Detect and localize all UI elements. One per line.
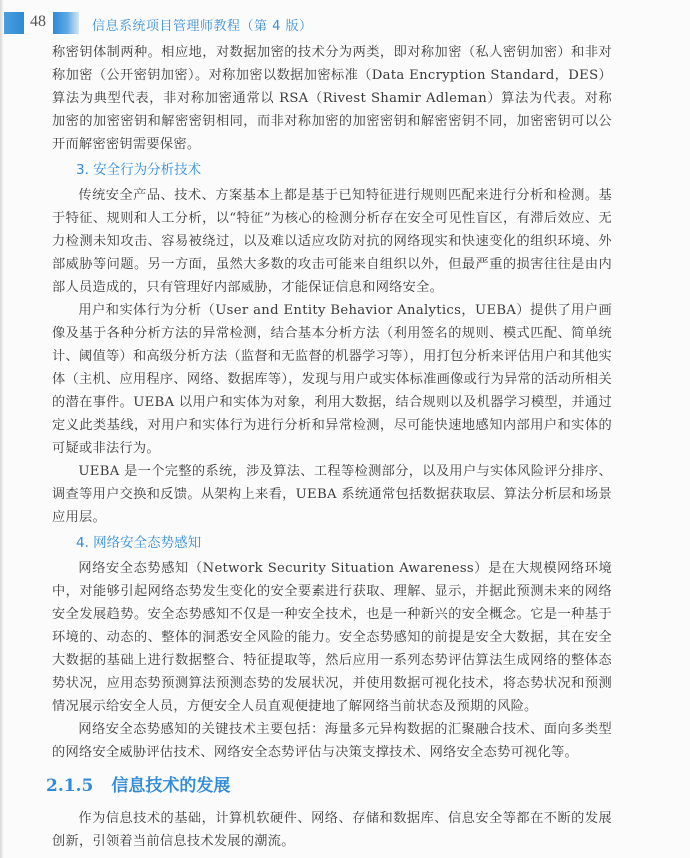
paragraph: 网络安全态势感知的关键技术主要包括：海量多元异构数据的汇聚融合技术、面向多类型的网络安全威胁评估技术、网络安全态势评估与决策支撑技术、网络安全态势可视化等。	[52, 722, 612, 760]
section-title: 信息技术的发展	[111, 776, 231, 796]
paragraph: 用户和实体行为分析（User and Entity Behavior Analytics，UEBA）提供了用户画像及基于各种分析方法的异常检测，结合基本分析方法（利用签名的规则、模式匹配、简单统计、阈值等）和高级分析方法（监督和无监督的机器学习等），用打包分析来评估用户和其他实体（主机、应用程序、网络、数据库等），发现与用户或实体标准画像或行为异常的活动所相关的潜在事件。UEBA 以用户和实体为对象，利用大数据，结合规则以及机器学习模型，并通过定义此类基线，对用户和实体行为进行分析和异常检测，尽可能快速地感知内部用户和实体的可疑或非法行为。	[52, 303, 612, 456]
page-header	[0, 12, 690, 34]
subsection-heading-situation-awareness: 4. 网络安全态势感知	[76, 535, 202, 551]
page-content	[46, 41, 612, 853]
header-color-bar-right	[53, 12, 79, 34]
header-color-bar-left	[4, 12, 24, 34]
page-number: 48	[30, 13, 46, 30]
intro-paragraph: 称密钥体制两种。相应地，对数据加密的技术分为两类，即对称加密（私人密钥加密）和非对称加密（公开密钥加密）。对称加密以数据加密标准（Data Encryption Standard，DES）算法为典型代表，非对称加密通常以 RSA（Rivest Shamir Adleman）算法为代表。对称加密的加密密钥和解密密钥相同，而非对称加密的加密密钥和解密密钥不同，加密密钥可以公开而解密密钥需要保密。	[52, 45, 612, 152]
page-edge-shadow	[0, 0, 3, 858]
subsection-heading-behavior-analysis: 3. 安全行为分析技术	[76, 162, 202, 178]
section-number: 2.1.5	[46, 776, 94, 796]
paragraph: 网络安全态势感知（Network Security Situation Awareness）是在大规模网络环境中，对能够引起网络态势发生变化的安全要素进行获取、理解、显示，并据此预测未来的网络安全发展趋势。安全态势感知不仅是一种安全技术，也是一种新兴的安全概念。它是一种基于环境的、动态的、整体的洞悉安全风险的能力。安全态势感知的前提是安全大数据，其在安全大数据的基础上进行数据整合、特征提取等，然后应用一系列态势评估算法生成网络的整体态势状况，应用态势预测算法预测态势的发展状况，并使用数据可视化技术，将态势状况和预测情况展示给安全人员，方便安全人员直观便捷地了解网络当前状态及预期的风险。	[52, 561, 612, 714]
paragraph: UEBA 是一个完整的系统，涉及算法、工程等检测部分，以及用户与实体风险评分排序、调查等用户交换和反馈。从架构上来看，UEBA 系统通常包括数据获取层、算法分析层和场景应用层。	[52, 464, 612, 525]
running-title: 信息系统项目管理师教程（第 4 版）	[92, 19, 313, 34]
section-heading-2-1-5	[46, 772, 612, 800]
paragraph: 传统安全产品、技术、方案基本上都是基于已知特征进行规则匹配来进行分析和检测。基于特征、规则和人工分析，以“特征”为核心的检测分析存在安全可见性盲区，有滞后效应、无力检测未知攻击、容易被绕过，以及难以适应攻防对抗的网络现实和快速变化的组织环境、外部威胁等问题。另一方面，虽然大多数的攻击可能来自组织以外，但最严重的损害往往是由内部人员造成的，只有管理好内部威胁，才能保证信息和网络安全。	[52, 188, 612, 295]
paragraph: 作为信息技术的基础，计算机软硬件、网络、存储和数据库、信息安全等都在不断的发展创新，引领着当前信息技术发展的潮流。	[52, 811, 612, 849]
